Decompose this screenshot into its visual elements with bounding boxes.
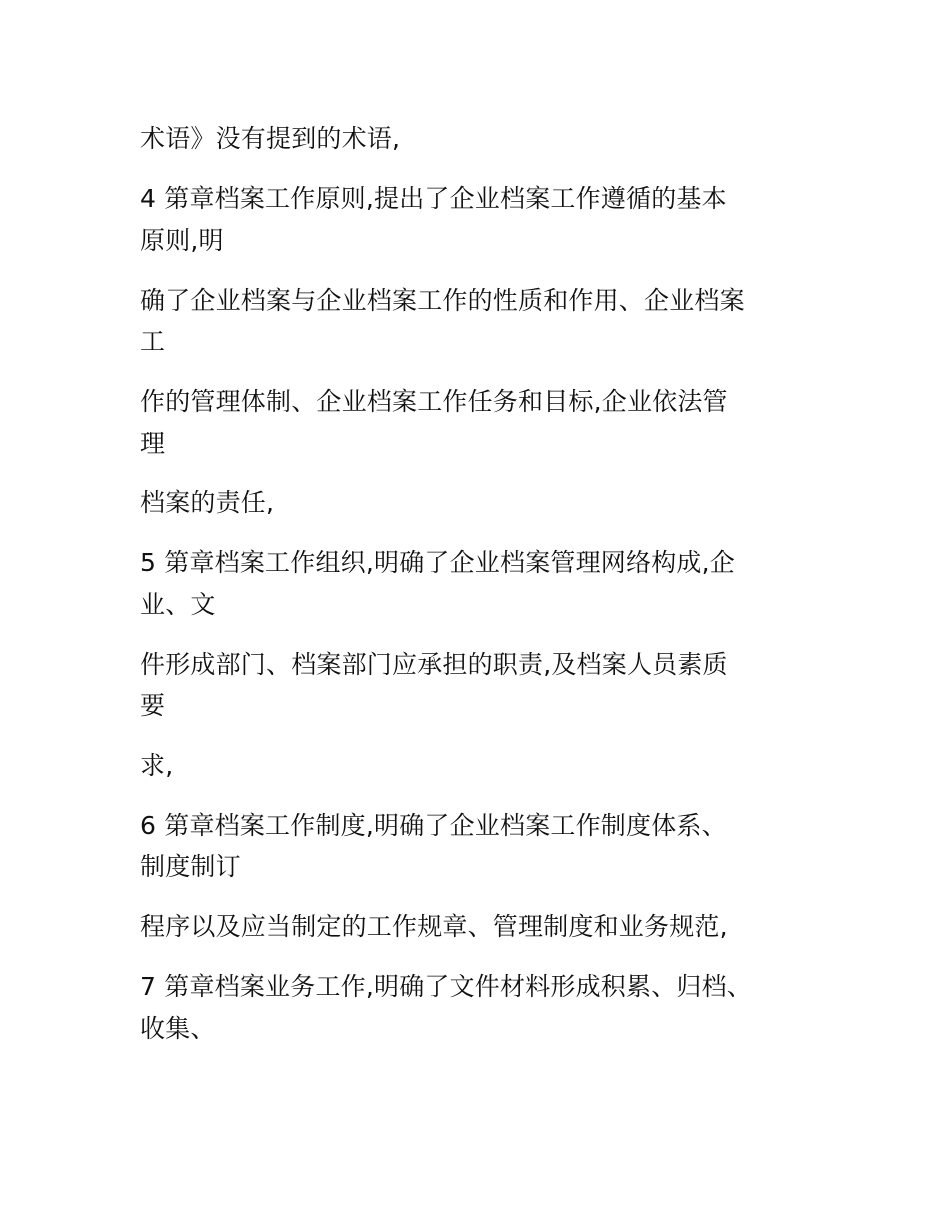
text-line: 收集、 <box>140 1014 216 1043</box>
text-line: 作的管理体制、企业档案工作任务和目标,企业依法管 <box>140 387 728 416</box>
text-line: 制度制订 <box>140 852 241 881</box>
text-line: 5 第章档案工作组织,明确了企业档案管理网络构成,企 <box>140 548 735 577</box>
text-line: 7 第章档案业务工作,明确了文件材料形成积累、归档、 <box>140 972 753 1001</box>
text-line: 原则,明 <box>140 226 224 255</box>
text-line: 术语》没有提到的术语, <box>140 124 401 153</box>
text-line: 6 第章档案工作制度,明确了企业档案工作制度体系、 <box>140 811 727 840</box>
text-line: 工 <box>140 327 166 356</box>
text-line: 程序以及应当制定的工作规章、管理制度和业务规范, <box>140 912 728 941</box>
text-line: 档案的责任, <box>140 488 275 517</box>
text-line: 4 第章档案工作原则,提出了企业档案工作遵循的基本 <box>140 184 727 213</box>
text-line: 要 <box>140 691 166 720</box>
text-line: 确了企业档案与企业档案工作的性质和作用、企业档案 <box>140 286 745 315</box>
text-line: 业、文 <box>140 590 216 619</box>
text-line: 求, <box>140 751 174 780</box>
text-line: 件形成部门、档案部门应承担的职责,及档案人员素质 <box>140 650 728 679</box>
text-line: 理 <box>140 429 166 458</box>
